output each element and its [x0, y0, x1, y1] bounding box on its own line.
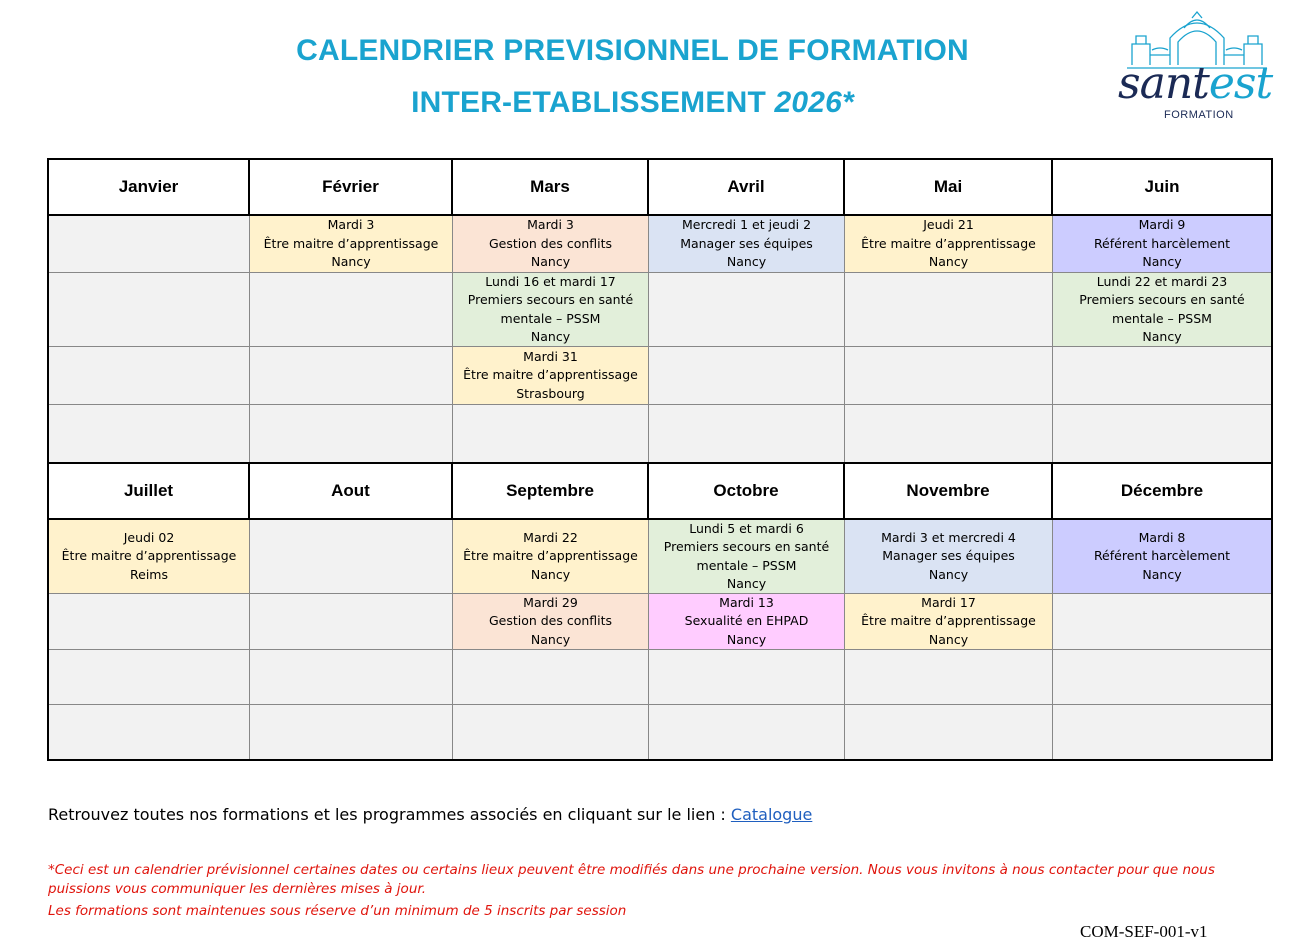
month-header-avril: Avril — [649, 160, 845, 216]
empty-calendar-cell — [250, 520, 453, 594]
session-location: Nancy — [530, 631, 571, 647]
training-session-cell — [453, 216, 649, 273]
training-session-cell — [649, 520, 845, 594]
session-title: Être maitre d’apprentissage — [861, 235, 1036, 251]
session-location: Nancy — [726, 576, 767, 591]
session-date: Lundi 5 et mardi 6 — [689, 520, 804, 536]
session-location: Nancy — [726, 254, 767, 270]
page-title-line1: CALENDRIER PREVISIONNEL DE FORMATION — [296, 34, 969, 67]
empty-calendar-cell — [845, 273, 1053, 347]
empty-calendar-cell — [453, 650, 649, 705]
month-header-février: Février — [250, 160, 453, 216]
empty-calendar-cell — [49, 273, 250, 347]
empty-calendar-cell — [649, 650, 845, 705]
empty-calendar-cell — [453, 405, 649, 462]
empty-calendar-cell — [250, 594, 453, 650]
month-header-aout: Aout — [250, 464, 453, 520]
session-title: Être maitre d’apprentissage — [463, 367, 638, 383]
calendar-first-half — [47, 158, 1273, 464]
training-session-cell — [453, 594, 649, 650]
minimum-registration-note: Les formations sont maintenues sous réserve d’un minimum de 5 inscrits par session — [48, 903, 627, 919]
session-date: Mardi 8 — [1138, 529, 1186, 545]
session-title: Manager ses équipes — [882, 548, 1015, 564]
session-location: Nancy — [530, 566, 571, 582]
empty-calendar-cell — [250, 405, 453, 462]
training-session-cell — [845, 520, 1053, 594]
session-title: Être maitre d’apprentissage — [263, 235, 439, 251]
training-session-cell — [250, 216, 453, 273]
training-session-cell — [1053, 216, 1271, 273]
empty-calendar-cell — [1053, 347, 1271, 405]
month-header-décembre: Décembre — [1053, 464, 1271, 520]
training-session-cell — [453, 520, 649, 594]
logo-wordmark: santest — [1118, 58, 1273, 109]
session-location: Nancy — [928, 566, 969, 582]
session-location: Nancy — [530, 254, 571, 270]
calendar-second-half — [47, 462, 1273, 761]
session-date: Mardi 13 — [719, 594, 774, 610]
empty-calendar-cell — [845, 347, 1053, 405]
month-header-septembre: Septembre — [453, 464, 649, 520]
session-title: Premiers secours en santé — [663, 539, 830, 554]
empty-calendar-cell — [845, 650, 1053, 705]
training-session-cell — [845, 594, 1053, 650]
page-title-line2 — [0, 86, 1265, 120]
session-title: Sexualité en EHPAD — [684, 613, 809, 629]
session-date: Mardi 9 — [1138, 217, 1186, 233]
training-session-cell — [453, 347, 649, 405]
empty-calendar-cell — [49, 347, 250, 405]
session-date: Mardi 3 — [527, 217, 574, 233]
session-date: Lundi 22 et mardi 23 — [1096, 273, 1228, 289]
training-session-cell — [453, 273, 649, 347]
empty-calendar-cell — [649, 273, 845, 347]
empty-calendar-cell — [1053, 405, 1271, 462]
session-title: Gestion des conflits — [488, 235, 613, 251]
session-title: mentale – PSSM — [696, 557, 797, 573]
empty-calendar-cell — [250, 650, 453, 705]
empty-calendar-cell — [49, 705, 250, 759]
empty-calendar-cell — [250, 273, 453, 347]
training-session-cell — [1053, 520, 1271, 594]
session-location: Nancy — [530, 329, 571, 344]
session-date: Mardi 29 — [523, 594, 578, 610]
empty-calendar-cell — [49, 650, 250, 705]
session-title: Être maitre d’apprentissage — [463, 548, 638, 564]
session-date: Mardi 3 et mercredi 4 — [881, 529, 1016, 545]
empty-calendar-cell — [49, 405, 250, 462]
month-header-novembre: Novembre — [845, 464, 1053, 520]
session-location: Nancy — [1142, 566, 1182, 582]
month-header-janvier: Janvier — [49, 160, 250, 216]
session-location: Reims — [130, 566, 168, 582]
session-title: mentale – PSSM — [1112, 310, 1212, 326]
empty-calendar-cell — [453, 705, 649, 759]
empty-calendar-cell — [250, 705, 453, 759]
training-session-cell — [1053, 273, 1271, 347]
session-location: Nancy — [331, 254, 371, 270]
session-location: Strasbourg — [516, 385, 585, 401]
month-header-juillet: Juillet — [49, 464, 250, 520]
catalogue-link[interactable]: Catalogue — [730, 805, 813, 824]
training-session-cell — [649, 594, 845, 650]
logo-subtitle: FORMATION — [1164, 109, 1234, 121]
empty-calendar-cell — [1053, 650, 1271, 705]
title-main: INTER-ETABLISSEMENT — [411, 86, 775, 119]
session-title: Référent harcèlement — [1093, 548, 1231, 564]
empty-calendar-cell — [250, 347, 453, 405]
session-date: Mardi 22 — [523, 529, 578, 545]
month-header-octobre: Octobre — [649, 464, 845, 520]
session-location: Nancy — [726, 631, 767, 647]
session-title: mentale – PSSM — [500, 310, 601, 326]
session-date: Jeudi 02 — [123, 529, 175, 545]
empty-calendar-cell — [649, 705, 845, 759]
session-title: Manager ses équipes — [680, 235, 813, 251]
month-header-mars: Mars — [453, 160, 649, 216]
training-session-cell — [49, 520, 250, 594]
empty-calendar-cell — [649, 347, 845, 405]
catalogue-text: Retrouvez toutes nos formations et les programmes associés en cliquant sur le lien : — [48, 805, 731, 824]
empty-calendar-cell — [845, 705, 1053, 759]
catalogue-sentence — [48, 805, 812, 824]
session-location: Nancy — [928, 631, 969, 647]
session-date: Mardi 31 — [523, 348, 578, 364]
title-year: 2026* — [774, 86, 854, 119]
empty-calendar-cell — [49, 216, 250, 273]
session-location: Nancy — [1142, 254, 1182, 270]
santest-logo — [1112, 10, 1282, 125]
session-date: Jeudi 21 — [923, 217, 974, 233]
session-title: Premiers secours en santé — [1079, 292, 1245, 307]
empty-calendar-cell — [49, 594, 250, 650]
empty-calendar-cell — [1053, 594, 1271, 650]
session-title: Référent harcèlement — [1093, 235, 1231, 251]
session-title: Être maitre d’apprentissage — [861, 613, 1036, 629]
session-location: Nancy — [928, 254, 969, 270]
empty-calendar-cell — [1053, 705, 1271, 759]
session-title: Premiers secours en santé — [467, 292, 634, 307]
session-date: Mardi 3 — [327, 217, 375, 233]
month-header-mai: Mai — [845, 160, 1053, 216]
session-date: Mercredi 1 et jeudi 2 — [681, 217, 812, 233]
training-session-cell — [649, 216, 845, 273]
empty-calendar-cell — [649, 405, 845, 462]
training-session-cell — [845, 216, 1053, 273]
month-header-juin: Juin — [1053, 160, 1271, 216]
session-date: Lundi 16 et mardi 17 — [485, 273, 616, 289]
disclaimer-note: *Ceci est un calendrier prévisionnel certaines dates ou certains lieux peuvent être modifiés dans une prochaine version. Nous vous invitons à nous contacter pour que nous puissions vous communiquer les dernières mises à jour. — [48, 862, 1215, 897]
session-title: Être maitre d’apprentissage — [61, 548, 237, 564]
document-code: COM-SEF-001-v1 — [1080, 922, 1208, 941]
empty-calendar-cell — [845, 405, 1053, 462]
session-title: Gestion des conflits — [488, 613, 613, 629]
session-date: Mardi 17 — [921, 594, 976, 610]
session-location: Nancy — [1142, 329, 1182, 344]
